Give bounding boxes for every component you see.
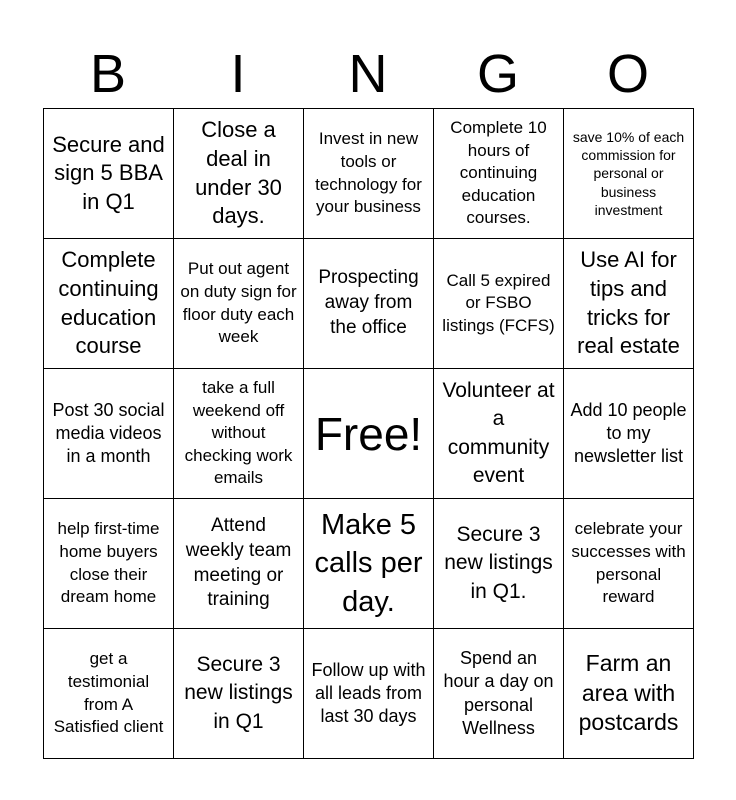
bingo-cell[interactable]: [174, 629, 304, 759]
bingo-cell[interactable]: [44, 239, 174, 369]
bingo-cell[interactable]: [304, 239, 434, 369]
header-letter-i: I: [230, 44, 246, 104]
cell-text: get a testimonial from A Satisfied client: [53, 649, 164, 737]
bingo-cell[interactable]: [174, 239, 304, 369]
bingo-cell[interactable]: [44, 499, 174, 629]
free-space-cell[interactable]: [304, 369, 434, 499]
cell-text: Use AI for tips and tricks for real estate: [577, 247, 680, 359]
cell-text: Spend an hour a day on personal Wellness: [443, 648, 554, 738]
cell-text: Secure and sign 5 BBA in Q1: [52, 131, 165, 214]
cell-text: Post 30 social media videos in a month: [52, 399, 165, 467]
cell-text: Put out agent on duty sign for floor duty each week: [180, 259, 297, 347]
bingo-cell[interactable]: [434, 239, 564, 369]
cell-text: Prospecting away from the office: [318, 267, 419, 338]
bingo-cell[interactable]: [564, 109, 694, 239]
cell-text: Complete 10 hours of continuing education courses.: [450, 117, 547, 228]
cell-text: Complete continuing education course: [58, 247, 159, 359]
cell-text: Invest in new tools or technology for your business: [315, 129, 422, 217]
cell-text: help first-time home buyers close their dream home: [57, 519, 160, 607]
bingo-cell[interactable]: [434, 629, 564, 759]
header-letter-o: O: [606, 44, 649, 104]
bingo-cell[interactable]: [174, 109, 304, 239]
bingo-cell[interactable]: [564, 499, 694, 629]
header-letter-b: B: [89, 44, 127, 104]
free-space-text: Free!: [314, 407, 423, 460]
cell-text: Volunteer at a community event: [442, 378, 555, 487]
cell-text: Attend weekly team meeting or training: [185, 515, 292, 611]
cell-text: celebrate your successes with personal reward: [571, 519, 686, 607]
header-letter-n: N: [348, 44, 388, 104]
cell-text: save 10% of each commission for personal or business investment: [572, 129, 685, 218]
bingo-cell[interactable]: [174, 369, 304, 499]
bingo-cell[interactable]: [434, 499, 564, 629]
cell-text: Secure 3 new listings in Q1: [184, 652, 293, 733]
bingo-cell[interactable]: [44, 369, 174, 499]
bingo-cell[interactable]: [434, 369, 564, 499]
bingo-cell[interactable]: [304, 109, 434, 239]
bingo-cell[interactable]: [434, 109, 564, 239]
bingo-cell[interactable]: [44, 109, 174, 239]
cell-text: take a full weekend off without checking work emails: [184, 377, 293, 488]
bingo-header: [43, 40, 693, 108]
bingo-cell[interactable]: [564, 369, 694, 499]
bingo-cell[interactable]: [564, 239, 694, 369]
cell-text: Add 10 people to my newsletter list: [570, 399, 687, 467]
cell-text: Make 5 calls per day.: [314, 508, 423, 618]
header-letter-g: G: [476, 44, 519, 104]
bingo-cell[interactable]: [564, 629, 694, 759]
bingo-cell[interactable]: [304, 629, 434, 759]
bingo-board: [43, 108, 694, 759]
cell-text: Farm an area with postcards: [578, 649, 679, 736]
bingo-cell[interactable]: [174, 499, 304, 629]
bingo-cell[interactable]: [304, 499, 434, 629]
cell-text: Close a deal in under 30 days.: [195, 117, 282, 229]
cell-text: Call 5 expired or FSBO listings (FCFS): [442, 270, 555, 335]
cell-text: Follow up with all leads from last 30 days: [311, 659, 426, 727]
cell-text: Secure 3 new listings in Q1.: [444, 522, 553, 603]
bingo-cell[interactable]: [44, 629, 174, 759]
